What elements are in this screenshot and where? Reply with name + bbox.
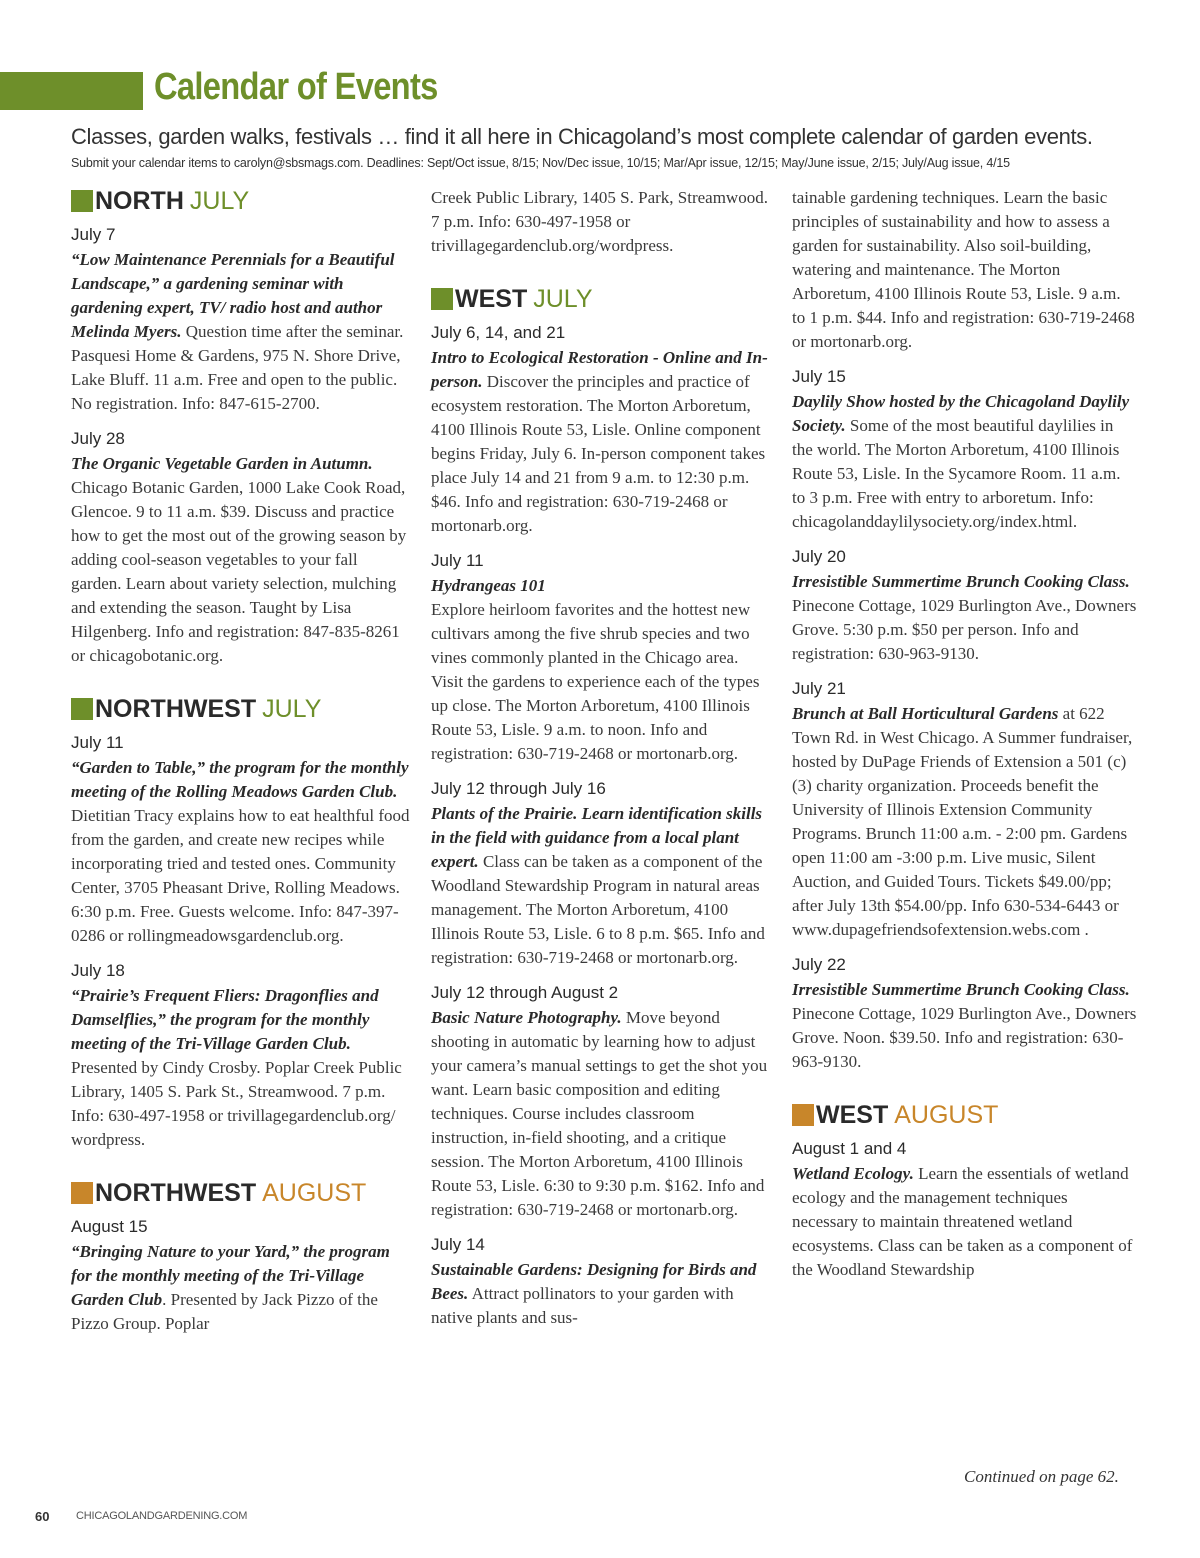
submission-info: Submit your calendar items to carolyn@sbsmags.com. Deadlines: Sept/Oct issue, 8/15; Nov/Dec issue, 10/15; Mar/Apr issue, 12/15; May/June issue, 2/15; July/Aug issue, 4/15 [71,156,1010,170]
event-description: Explore heirloom favorites and the hottest new cultivars among the five shrub species and two vines commonly planted in the Chicago area. Visit the gardens to experience each of the types up close. The Morton Arboretum, 4100 Illinois Route 53, Lisle. 9 a.m. to noon. Info and registration: 630-719-2468 or mortonarb.org. [431,600,760,763]
event-description: Attract pollinators to your garden with native plants and sus- [431,1284,734,1327]
event-date: August 15 [71,1217,148,1236]
event-description: Learn the essentials of wetland ecology and the management techniques necessary to maintain threatened wetland ecosystems. Class can be taken as a component of the Woodland Stewardship [792,1164,1133,1279]
section-region: WEST [455,285,528,313]
header-accent-bar [0,72,143,110]
event-entry [71,730,411,948]
event-date: July 21 [792,679,846,698]
continued-note: Continued on page 62. [964,1467,1119,1486]
event-description: Question time after the seminar. Pasquesi Home & Gardens, 975 N. Shore Drive, Lake Bluff. 11 a.m. Free and open to the public. No registration. Info: 847-615-2700. [71,322,404,413]
event-date: August 1 and 4 [792,1139,907,1158]
section-heading-west-july [431,284,771,314]
event-date: July 7 [71,225,116,244]
event-entry [431,320,771,538]
event-title: “Prairie’s Frequent Fliers: Dragonflies and Damselflies,” the program for the monthly meeting of the Tri-Village Garden Club. [71,986,379,1053]
event-title: Sustainable Gardens: Designing for Birds and Bees. [431,1260,757,1303]
page-title: Calendar of Events [154,66,438,108]
green-square-icon [71,698,93,720]
event-entry [792,676,1137,942]
event-date: July 20 [792,547,846,566]
event-title: “Bringing Nature to your Yard,” the program for the monthly meeting of the Tri-Village Garden Club [71,1242,390,1309]
event-date: July 28 [71,429,125,448]
event-description: Creek Public Library, 1405 S. Park, Streamwood. 7 p.m. Info: 630-497-1958 or trivillagegardenclub.org/wordpress. [431,188,768,255]
intro-text: Classes, garden walks, festivals … find it all here in Chicagoland’s most complete calendar of garden events. [71,124,1093,149]
event-date: July 15 [792,367,846,386]
event-description: Pinecone Cottage, 1029 Burlington Ave., Downers Grove. Noon. $39.50. Info and registration: 630-963-9130. [792,1004,1137,1071]
event-entry [71,958,411,1152]
section-month: AUGUST [262,1179,367,1207]
event-description: Some of the most beautiful daylilies in the world. The Morton Arboretum, 4100 Illinois Route 53, Lisle. In the Sycamore Room. 11 a.m. to 3 p.m. Free with entry to arboretum. Info: chicagolanddaylilysociety.org/index.html. [792,416,1121,531]
event-date: July 6, 14, and 21 [431,323,566,342]
event-description: Discover the principles and practice of ecosystem restoration. The Morton Arboretum, 4100 Illinois Route 53, Lisle. Online component begins Friday, July 6. In-person component takes place July 14 and 21 from 9 a.m. to 12:30 p.m. $46. Info and registration: 630-719-2468 or mortonarb.org. [431,372,766,535]
event-title: Irresistible Summertime Brunch Cooking Class. [792,980,1130,999]
section-region: NORTH [95,187,184,215]
event-title: Daylily Show hosted by the Chicagoland Daylily Society. [792,392,1130,435]
event-description: Dietitian Tracy explains how to eat healthful food from the garden, and create new recipes while incorporating tried and tested ones. Community Center, 3705 Pheasant Drive, Rolling Meadows. 6:30 p.m. Free. Guests welcome. Info: 847-397- 0286 or rollingmeadowsgardenclub.org. [71,806,410,945]
green-square-icon [71,190,93,212]
section-month: JULY [262,695,322,723]
section-heading-northwest-august [71,1178,411,1208]
event-entry [71,222,411,416]
event-title: The Organic Vegetable Garden in Autumn. [71,454,373,473]
page-number: 60 [35,1509,50,1524]
event-description: at 622 Town Rd. in West Chicago. A Summer fundraiser, hosted by DuPage Friends of Extension a 501 (c) (3) charity organization. Proceeds benefit the University of Illinois Extension Community Programs. Brunch 11:00 a.m. - 2:00 pm. Gardens open 11:00 am -3:00 p.m. Live music, Silent Auction, and Guided Tours. Tickets $49.00/pp; after July 13th $54.00/pp. Info 630-534-6443 or www.dupagefriendsofextension.webs.com . [792,704,1133,939]
section-heading-north-july [71,186,411,216]
event-title: Plants of the Prairie. Learn identification skills in the field with guidance from a local plant expert. [431,804,763,871]
section-month: JULY [533,285,593,313]
section-region: WEST [816,1101,889,1129]
event-entry [431,980,771,1222]
event-description: . Presented by Jack Pizzo of the Pizzo Group. Poplar [71,1290,378,1333]
event-entry [71,1214,411,1336]
event-entry [792,1136,1137,1282]
event-title: Wetland Ecology. [792,1164,914,1183]
event-date: July 22 [792,955,846,974]
event-continuation [431,186,771,258]
event-description: Chicago Botanic Garden, 1000 Lake Cook Road, Glencoe. 9 to 11 a.m. $39. Discuss and practice how to get the most out of the growing season by adding cool-season vegetables to your fall garden. Learn about variety selection, mulching and extending the season. Taught by Lisa Hilgenberg. Info and registration: 847-835-8261 or chicagobotanic.org. [71,478,407,665]
event-title: Irresistible Summertime Brunch Cooking Class. [792,572,1130,591]
event-entry [431,776,771,970]
section-region: NORTHWEST [95,1179,257,1207]
orange-square-icon [71,1182,93,1204]
section-heading-west-august [792,1100,1137,1130]
event-date: July 12 through August 2 [431,983,619,1002]
event-title: Basic Nature Photography. [431,1008,622,1027]
event-date: July 11 [431,551,484,570]
column-2 [431,186,771,1340]
event-description: Move beyond shooting in automatic by learning how to adjust your camera’s manual settings to get the shot you want. Learn basic composition and editing techniques. Course includes classroom instruction, in-field shooting, and a critique session. The Morton Arboretum, 4100 Illinois Route 53, Lisle. 6:30 to 9:30 p.m. $162. Info and registration: 630-719-2468 or mortonarb.org. [431,1008,768,1219]
footer-site: CHICAGOLANDGARDENING.COM [76,1510,248,1522]
event-continuation [792,186,1137,354]
green-square-icon [431,288,453,310]
event-title: Brunch at Ball Horticultural Gardens [792,704,1059,723]
section-region: NORTHWEST [95,695,257,723]
event-entry [431,548,771,766]
event-entry [431,1232,771,1330]
event-description: tainable gardening techniques. Learn the basic principles of sustainability and how to assess a garden for sustainability. Also soil-building, watering and maintenance. The Morton Arboretum, 4100 Illinois Route 53, Lisle. 9 a.m. to 1 p.m. $44. Info and registration: 630-719-2468 or mortonarb.org. [792,188,1135,351]
event-date: July 18 [71,961,125,980]
event-date: July 12 through July 16 [431,779,606,798]
event-date: July 11 [71,733,124,752]
event-entry [792,544,1137,666]
event-entry [792,952,1137,1074]
orange-square-icon [792,1104,814,1126]
event-title: “Low Maintenance Perennials for a Beautiful Landscape,” a gardening seminar with gardening expert, TV/ radio host and author Melinda Myers. [71,250,395,341]
section-month: JULY [189,187,250,215]
event-description: Pinecone Cottage, 1029 Burlington Ave., Downers Grove. 5:30 p.m. $50 per person. Info and registration: 630-963-9130. [792,596,1137,663]
event-title: Intro to Ecological Restoration - Online and In-person. [431,348,768,391]
section-heading-northwest-july [71,694,411,724]
event-description: Class can be taken as a component of the Woodland Stewardship Program in natural areas management. The Morton Arboretum, 4100 Illinois Route 53, Lisle. 6 to 8 p.m. $65. Info and registration: 630-719-2468 or mortonarb.org. [431,852,765,967]
event-date: July 14 [431,1235,485,1254]
event-title: “Garden to Table,” the program for the monthly meeting of the Rolling Meadows Garden Club. [71,758,409,801]
event-description: Presented by Cindy Crosby. Poplar Creek Public Library, 1405 S. Park St., Streamwood. 7 p.m. Info: 630-497-1958 or trivillagegardenclub.org/ wordpress. [71,1058,402,1149]
section-month: AUGUST [894,1101,999,1129]
event-entry [71,426,411,668]
event-title: Hydrangeas 101 [431,576,546,595]
column-3 [792,186,1137,1292]
column-1 [71,186,411,1346]
event-entry [792,364,1137,534]
